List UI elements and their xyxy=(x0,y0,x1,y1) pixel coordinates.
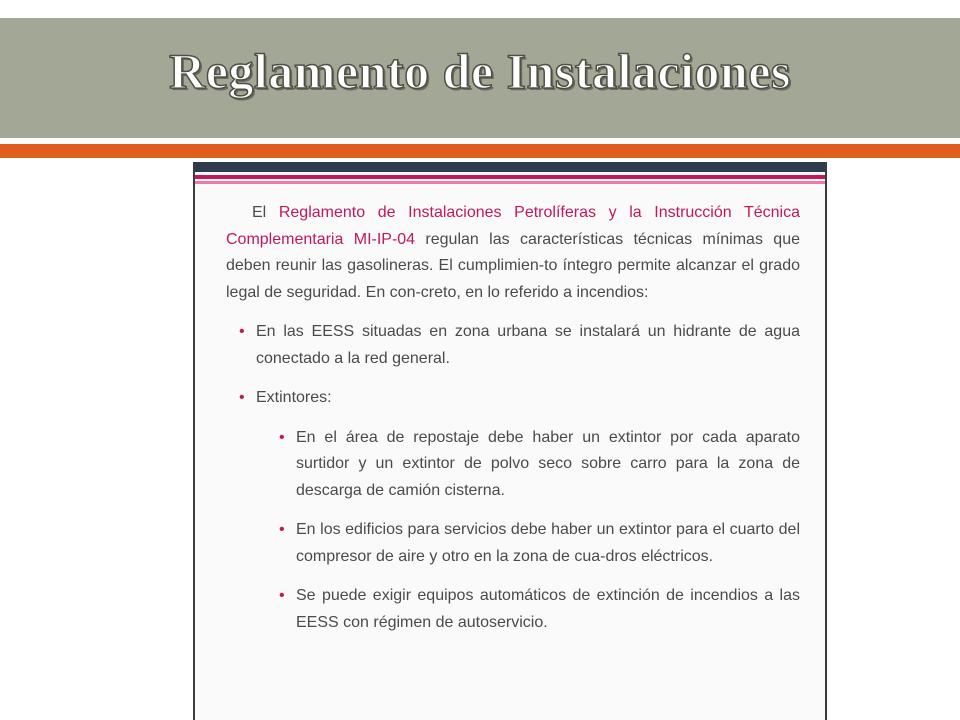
list-item-text: Extintores: xyxy=(256,389,332,406)
document-header-stripe-light xyxy=(193,181,827,184)
document-excerpt xyxy=(193,162,827,720)
bullet-icon: • xyxy=(239,323,245,340)
document-body xyxy=(226,200,800,636)
title-bar xyxy=(0,18,960,138)
list-item xyxy=(239,385,800,412)
document-edge-right xyxy=(825,162,827,720)
bullet-icon: • xyxy=(279,428,285,446)
list-item-text: En las EESS situadas en zona urbana se instalará un hidrante de agua conectado a la red general. xyxy=(256,323,800,367)
sub-list-item-text: En los edificios para servicios debe haber un extintor para el cuarto del compresor de aire y otro en la zona de cua-dros eléctricos. xyxy=(296,521,800,565)
sub-list-item xyxy=(279,583,800,636)
accent-divider xyxy=(0,144,960,158)
document-edge-left xyxy=(193,162,195,720)
document-header-band xyxy=(193,162,827,172)
sub-list-item-text: En el área de repostaje debe haber un extintor por cada aparato surtidor y un extintor de polvo seco sobre carro para la zona de descarga de camión cisterna. xyxy=(296,428,800,499)
bullet-icon: • xyxy=(279,587,285,604)
intro-lead: El xyxy=(252,204,279,221)
list-item xyxy=(239,319,800,372)
sub-list-item-text: Se puede exigir equipos automáticos de extinción de incendios a las EESS con régimen de autoservicio. xyxy=(296,587,800,631)
sub-list-item xyxy=(279,425,800,505)
bullet-icon: • xyxy=(279,521,285,538)
regulation-highlight: Reglamento de Instalaciones Petrolíferas y la Instrucción Técnica Complementaria MI-IP-04 xyxy=(226,204,800,248)
intro-rest: regulan las características técnicas mínimas que deben reunir las gasolineras. El cumplimien-to íntegro permite alcanzar el grado legal de seguridad. En con-creto, en lo referido a incendios: xyxy=(226,230,800,301)
bullet-icon: • xyxy=(239,389,245,406)
sub-list-item xyxy=(279,517,800,570)
slide-title: Reglamento de Instalaciones xyxy=(169,43,791,99)
intro-paragraph xyxy=(226,200,800,306)
document-header-stripe xyxy=(193,175,827,179)
